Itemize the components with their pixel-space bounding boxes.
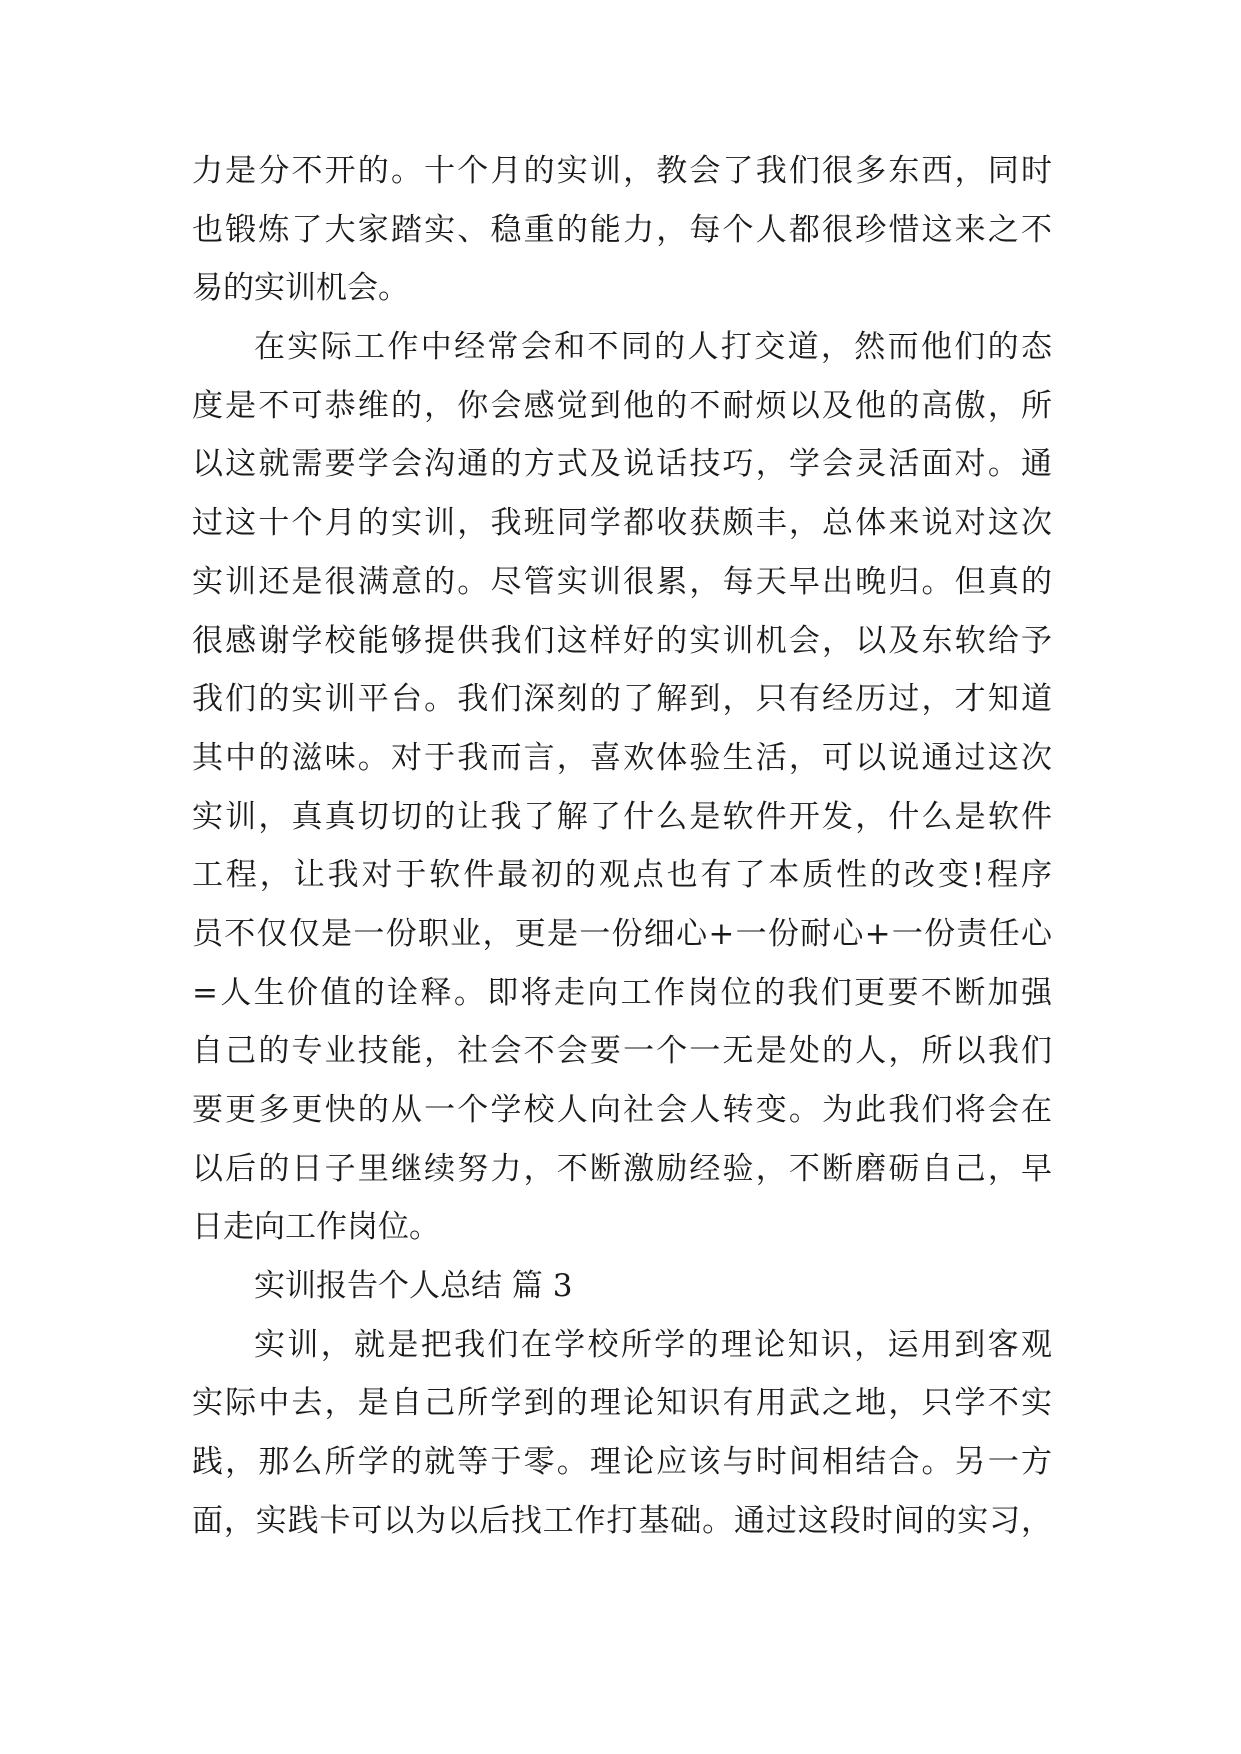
section-heading: 实训报告个人总结 篇 3 [254, 1268, 573, 1305]
text-line: 力是分不开的。十个月的实训，教会了我们很多东西，同时 [192, 153, 1052, 189]
paragraph-first-line: 实训，就是把我们在学校所学的理论知识，运用到客观 [254, 1326, 1052, 1363]
text-line: 过这十个月的实训，我班同学都收获颇丰，总体来说对这次 [192, 505, 1052, 542]
text-line: 面，实践卡可以为以后找工作打基础。通过这段时间的实习， [192, 1502, 1052, 1539]
text-line: 以这就需要学会沟通的方式及说话技巧，学会灵活面对。通 [192, 446, 1052, 483]
text-line: 工程，让我对于软件最初的观点也有了本质性的改变!程序 [192, 857, 1052, 894]
text-line: 也锻炼了大家踏实、稳重的能力，每个人都很珍惜这来之不 [192, 211, 1052, 248]
text-line: 实训还是很满意的。尽管实训很累，每天早出晚归。但真的 [192, 563, 1052, 600]
document-body [192, 142, 1052, 1551]
text-line: 员不仅仅是一份职业，更是一份细心+一份耐心+一份责任心 [192, 915, 1052, 952]
text-line: 日走向工作岗位。 [192, 1209, 440, 1246]
text-line: 实际中去，是自己所学到的理论知识有用武之地，只学不实 [192, 1385, 1052, 1422]
text-line: 很感谢学校能够提供我们这样好的实训机会，以及东软给予 [192, 622, 1052, 659]
text-line: 要更多更快的从一个学校人向社会人转变。为此我们将会在 [192, 1092, 1052, 1128]
text-line: 我们的实训平台。我们深刻的了解到，只有经历过，才知道 [192, 681, 1052, 718]
text-line: 践，那么所学的就等于零。理论应该与时间相结合。另一方 [192, 1444, 1052, 1481]
text-line: 度是不可恭维的，你会感觉到他的不耐烦以及他的高傲，所 [192, 387, 1052, 424]
paragraph-first-line: 在实际工作中经常会和不同的人打交道，然而他们的态 [254, 329, 1052, 366]
text-line: 自己的专业技能，社会不会要一个一无是处的人，所以我们 [192, 1033, 1052, 1070]
text-line: 其中的滋味。对于我而言，喜欢体验生活，可以说通过这次 [192, 739, 1052, 776]
text-line: 以后的日子里继续努力，不断激励经验，不断磨砺自己，早 [192, 1150, 1052, 1187]
text-line: =人生价值的诠释。即将走向工作岗位的我们更要不断加强 [192, 974, 1052, 1011]
text-line: 实训，真真切切的让我了解了什么是软件开发，什么是软件 [192, 798, 1052, 835]
text-line: 易的实训机会。 [192, 270, 409, 307]
